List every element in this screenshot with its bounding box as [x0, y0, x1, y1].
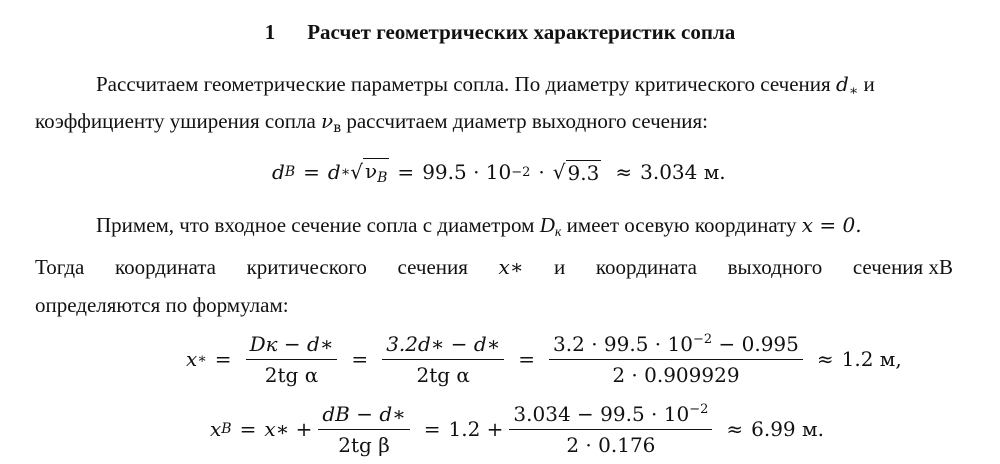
var-symbol: ν: [321, 109, 334, 133]
sqrt-content: [363, 158, 389, 186]
f-exp: −2: [692, 331, 713, 347]
paragraph-1-line-2: [35, 109, 708, 136]
section-heading: [0, 20, 1000, 45]
text: определяются по формулам:: [35, 293, 289, 317]
f-number: 99.5 · 10: [422, 160, 512, 184]
f-op: =: [239, 417, 257, 441]
word: координата: [114, 255, 216, 279]
word: выходного: [727, 255, 823, 279]
var-symbol: D: [539, 213, 555, 237]
f-op: =: [423, 417, 441, 441]
sqrt-icon: √: [552, 160, 566, 184]
fraction-numerator: [509, 402, 712, 430]
text: Рассчитаем геометрические параметры сопла. По диаметру критического сечения: [96, 72, 831, 96]
text: рассчитаем диаметр выходного сечения:: [346, 109, 708, 133]
f-op: =: [214, 347, 232, 371]
fraction-numerator: 3.2d∗ − d∗: [382, 332, 504, 360]
word: сечения: [397, 255, 468, 279]
var-d-star: [835, 72, 859, 99]
formula-critical-coordinate: [186, 328, 902, 390]
var-D-k: [539, 213, 562, 240]
f-sub: B: [221, 421, 232, 437]
f-sub: B: [377, 170, 388, 186]
word: Тогда: [35, 255, 85, 279]
fraction-numerator: [549, 332, 803, 360]
fraction: [549, 332, 803, 387]
f-number: 3.2 · 99.5 · 10: [553, 331, 693, 356]
fraction-numerator: Dк − d∗: [246, 332, 338, 360]
f-op: ≈: [615, 160, 633, 184]
f-symbol: ν: [364, 159, 378, 183]
f-sub: ∗: [197, 351, 207, 367]
word: координата: [595, 255, 697, 279]
f-symbol: x: [186, 347, 198, 371]
f-op: =: [351, 347, 369, 371]
f-result: 3.034 м.: [640, 160, 726, 184]
paragraph-1-line-1: [96, 72, 875, 99]
fraction: [318, 402, 409, 457]
f-op: ≈: [726, 417, 744, 441]
word: сечения xB: [852, 255, 953, 279]
paragraph-2-line-3: [35, 293, 289, 318]
fraction-numerator: dB − d∗: [318, 402, 409, 430]
f-op: =: [397, 160, 415, 184]
fraction-denominator: 2tg β: [338, 432, 390, 457]
word: и: [554, 255, 566, 279]
f-symbol: d: [272, 160, 285, 184]
f-sub: ∗: [340, 164, 351, 180]
paragraph-2-line-2: [35, 255, 953, 280]
var-sub: к: [554, 225, 562, 240]
f-term: x∗ +: [264, 417, 313, 441]
f-sub: B: [284, 164, 296, 180]
f-exp: −2: [511, 164, 531, 180]
section-number: 1: [264, 20, 276, 44]
section-title: Расчет геометрических характеристик сопла: [307, 20, 736, 44]
fraction-denominator: 2tg α: [264, 362, 319, 387]
f-op: =: [518, 347, 536, 371]
fraction: [246, 332, 338, 387]
f-op: =: [303, 160, 320, 184]
fraction: [509, 402, 712, 457]
var-sub: в: [333, 120, 342, 136]
f-symbol: x: [210, 417, 222, 441]
fraction-denominator: 2 · 0.909929: [612, 362, 740, 387]
text: имеет осевую координату: [566, 213, 797, 237]
fraction-denominator: 2 · 0.176: [566, 432, 656, 457]
text: коэффициенту уширения сопла: [35, 109, 316, 133]
text: Примем, что входное сечение сопла с диаметром: [96, 213, 535, 237]
var-sub: ∗: [848, 83, 859, 99]
sqrt-icon: √: [350, 160, 363, 184]
formula-exit-diameter: [272, 154, 726, 190]
f-term: 1.2 +: [448, 417, 504, 441]
f-result: 6.99 м.: [751, 417, 824, 441]
f-op: ≈: [816, 347, 834, 371]
fraction-denominator: 2tg α: [416, 362, 470, 387]
word: критического: [246, 255, 367, 279]
formula-exit-coordinate: [210, 398, 824, 460]
f-number: − 0.995: [712, 331, 799, 356]
f-result: 1.2 м,: [841, 347, 902, 371]
var-x-star: x∗: [498, 255, 524, 279]
f-op: ·: [538, 160, 545, 184]
var-nu: [321, 109, 342, 136]
var-x-eq: x = 0.: [801, 213, 862, 237]
f-exp: −2: [689, 401, 709, 417]
f-symbol: d: [327, 160, 341, 184]
var-symbol: d: [835, 72, 849, 96]
sqrt-content: 9.3: [567, 160, 600, 185]
paragraph-2-line-1: [96, 213, 862, 241]
fraction: [382, 332, 504, 387]
f-number: 3.034 − 99.5 · 10: [513, 401, 690, 426]
text: и: [863, 72, 875, 96]
